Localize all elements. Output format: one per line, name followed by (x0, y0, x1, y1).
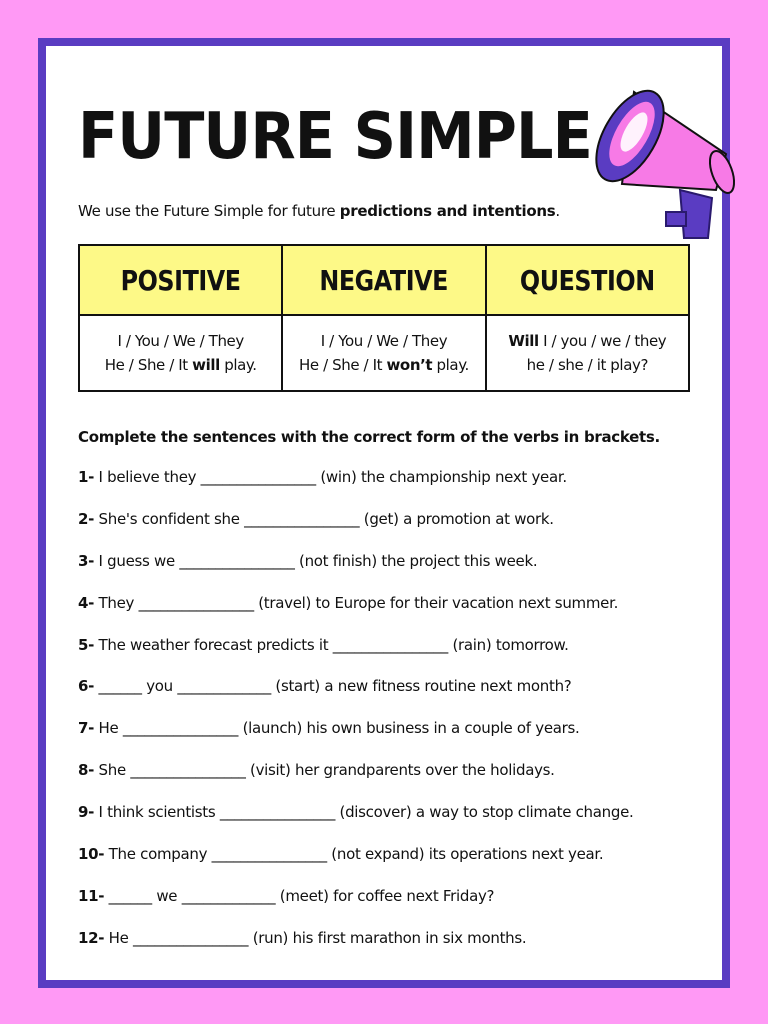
header-positive-label: POSITIVE (120, 263, 241, 297)
item-text: He ________________ (run) his first marathon in six months. (104, 928, 527, 947)
list-item (78, 552, 633, 594)
item-number: 2- (78, 509, 95, 528)
item-number: 10- (78, 845, 105, 864)
item-text: He ________________ (launch) his own business in a couple of years. (94, 719, 580, 738)
item-number: 7- (78, 719, 95, 738)
header-negative-label: NEGATIVE (319, 263, 449, 297)
intro-plain: We use the Future Simple for future (78, 202, 340, 220)
item-text: She's confident she ________________ (get) a promotion at work. (94, 509, 554, 528)
item-text: I believe they ________________ (win) the championship next year. (94, 468, 567, 486)
item-text: The weather forecast predicts it ________________ (rain) tomorrow. (94, 635, 569, 654)
positive-line2-bold: will (192, 356, 220, 374)
intro-bold: predictions and intentions (339, 202, 556, 220)
page-title: FUTURE SIMPLE (78, 100, 592, 174)
list-item (78, 845, 633, 887)
list-item (78, 468, 633, 510)
header-positive (79, 245, 282, 315)
item-number: 5- (78, 635, 95, 654)
negative-line2-pre: He / She / It (299, 356, 387, 374)
item-text: She ________________ (visit) her grandparents over the holidays. (94, 761, 555, 780)
list-item (78, 636, 633, 678)
positive-line1: I / You / We / They (117, 332, 244, 350)
list-item (78, 887, 633, 929)
cell-positive (79, 315, 282, 391)
item-text: ______ you _____________ (start) a new fitness routine next month? (94, 677, 572, 696)
item-number: 12- (78, 928, 105, 947)
list-item (78, 719, 633, 761)
item-number: 9- (78, 803, 95, 822)
item-number: 4- (78, 593, 95, 612)
intro-text (78, 202, 560, 220)
question-line1-bold: Will (508, 332, 539, 350)
item-text: I think scientists ________________ (discover) a way to stop climate change. (94, 803, 634, 822)
item-text: ______ we _____________ (meet) for coffee next Friday? (104, 886, 495, 905)
question-line1-post: I / you / we / they (538, 332, 667, 350)
header-negative (282, 245, 485, 315)
negative-line2-post: play. (432, 356, 469, 374)
positive-line2-pre: He / She / It (104, 356, 193, 374)
worksheet (38, 38, 730, 988)
item-text: I guess we ________________ (not finish) the project this week. (94, 551, 538, 570)
negative-line1: I / You / We / They (320, 332, 448, 350)
intro-end: . (555, 202, 560, 220)
list-item (78, 929, 633, 971)
negative-line2-bold: won’t (386, 356, 433, 374)
header-question (486, 245, 689, 315)
item-number: 8- (78, 761, 95, 780)
instructions: Complete the sentences with the correct form of the verbs in brackets. (78, 428, 660, 446)
list-item (78, 510, 633, 552)
table-header-row (79, 245, 689, 315)
positive-line2-post: play. (219, 356, 257, 374)
list-item (78, 594, 633, 636)
megaphone-icon (594, 72, 754, 242)
table-row (79, 315, 689, 391)
cell-question (486, 315, 689, 391)
item-text: The company ________________ (not expand) its operations next year. (104, 845, 604, 864)
item-text: They ________________ (travel) to Europe for their vacation next summer. (94, 593, 619, 612)
item-number: 1- (78, 468, 95, 486)
item-number: 6- (78, 677, 95, 696)
cell-negative (282, 315, 485, 391)
list-item (78, 803, 633, 845)
grammar-table (78, 244, 690, 392)
item-number: 3- (78, 551, 95, 570)
list-item (78, 761, 633, 803)
question-line2: he / she / it play? (526, 356, 649, 374)
exercise-list (78, 468, 633, 971)
item-number: 11- (78, 886, 105, 905)
list-item (78, 677, 633, 719)
header-question-label: QUESTION (519, 263, 655, 297)
